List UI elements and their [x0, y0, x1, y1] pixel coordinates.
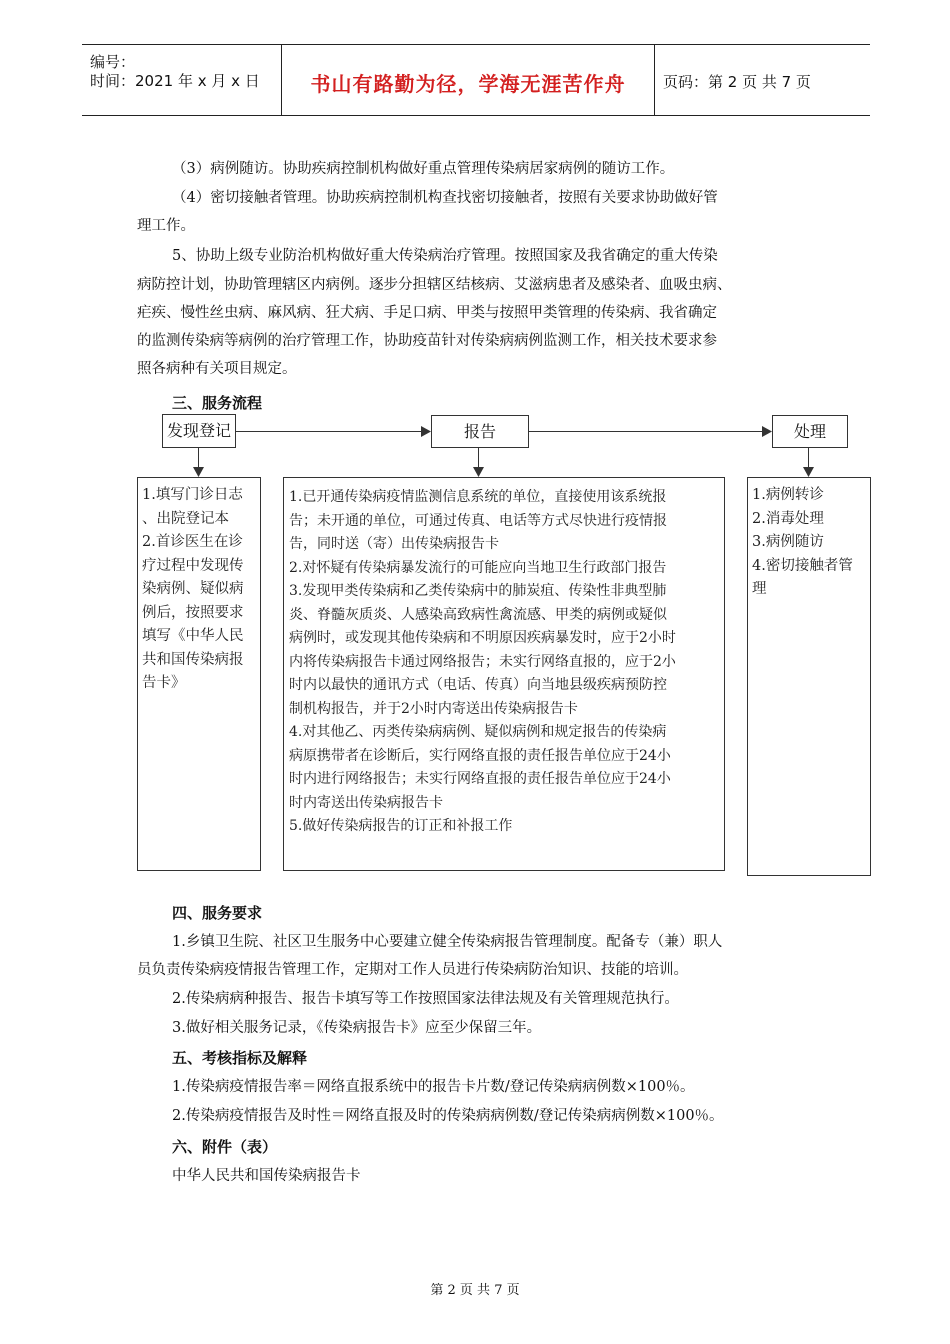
flow-col1-line: 填写《中华人民 [142, 628, 244, 644]
flow-col3-line: 2.消毒处理 [752, 510, 824, 527]
flow-box-register [137, 477, 261, 871]
flow-col1-line: 例后，按照要求 [142, 604, 244, 621]
flow-step-discover-register: 发现登记 [162, 414, 236, 448]
flow-col2-line: 制机构报告，并于2小时内寄送出传染病报告卡 [289, 700, 578, 717]
flow-down-head-1 [193, 467, 204, 477]
flow-col2-line: 病例时，或发现其他传染病和不明原因疾病暴发时，应于2小时 [289, 630, 676, 646]
paragraph-treatment-line2: 病防控计划，协助管理辖区内病例。逐步分担辖区结核病、艾滋病患者及感染者、血吸虫病、 [137, 277, 732, 293]
flow-arrow-head-1 [421, 426, 431, 437]
paragraph-followup: （3）病例随访。协助疾病控制机构做好重点管理传染病居家病例的随访工作。 [172, 161, 675, 177]
number-label: 编号： [90, 53, 136, 71]
paragraph-contacts-line2: 理工作。 [137, 218, 195, 234]
flow-down-line-3 [808, 447, 809, 469]
paragraph-treatment-line4: 的监测传染病等病例的治疗管理工作，协助疫苗针对传染病病例监测工作，相关技术要求参 [137, 333, 717, 349]
flow-arrow-line-2 [528, 431, 764, 432]
flow-col1-line: 2.首诊医生在诊 [142, 534, 243, 550]
flow-col3-line: 4.密切接触者管 [752, 557, 853, 574]
header-right-cell [655, 45, 870, 115]
section4-item3: 3.做好相关服务记录，《传染病报告卡》应至少保留三年。 [172, 1020, 542, 1036]
page-info: 页码：第 2 页 共 7 页 [663, 73, 811, 91]
flow-col2-line: 2.对怀疑有传染病暴发流行的可能应向当地卫生行政部门报告 [289, 559, 667, 576]
flow-box-report [283, 477, 725, 871]
flow-col1-line: 、出院登记本 [142, 510, 229, 527]
flow-box-report-text [289, 486, 676, 839]
flow-down-line-2 [478, 447, 479, 469]
flow-col1-line: 染病例、疑似病 [142, 581, 244, 597]
section5-item1: 1.传染病疫情报告率＝网络直报系统中的报告卡片数/登记传染病病例数×100％。 [172, 1079, 695, 1095]
flow-col3-line: 3.病例随访 [752, 534, 824, 550]
section4-item1-line2: 员负责传染病疫情报告管理工作，定期对工作人员进行传染病防治知识、技能的培训。 [137, 962, 688, 978]
page-footer: 第 2 页 共 7 页 [430, 1283, 520, 1298]
flow-arrow-head-2 [762, 426, 772, 437]
attachment-name: 中华人民共和国传染病报告卡 [172, 1168, 361, 1184]
header-center-cell [281, 45, 655, 115]
flow-col2-line: 炎、脊髓灰质炎、人感染高致病性禽流感、甲类的病例或疑似 [289, 606, 667, 623]
flow-col2-line: 病原携带者在诊断后，实行网络直报的责任报告单位应于24小 [289, 747, 671, 764]
flow-col2-line: 3.发现甲类传染病和乙类传染病中的肺炭疽、传染性非典型肺 [289, 583, 667, 599]
flow-down-head-3 [803, 467, 814, 477]
paragraph-treatment-line1: 5、协助上级专业防治机构做好重大传染病治疗管理。按照国家及我省确定的重大传染 [172, 248, 718, 264]
flow-col2-line: 1.已开通传染病疫情监测信息系统的单位，直接使用该系统报 [289, 489, 667, 505]
flow-col2-line: 时内以最快的通讯方式（电话、传真）向当地县级疾病预防控 [289, 677, 667, 693]
paragraph-contacts-line1: （4）密切接触者管理。协助疾病控制机构查找密切接触者，按照有关要求协助做好管 [172, 190, 718, 206]
section5-item2: 2.传染病疫情报告及时性＝网络直报及时的传染病病例数/登记传染病病例数×100％。 [172, 1108, 724, 1124]
flow-down-head-2 [473, 467, 484, 477]
flow-col1-line: 疗过程中发现传 [142, 557, 244, 574]
header-left-cell [82, 45, 280, 115]
flow-col3-line: 理 [752, 581, 767, 597]
flow-col2-line: 时内寄送出传染病报告卡 [289, 794, 443, 811]
flow-box-handle [747, 477, 871, 876]
flow-box-register-text [142, 484, 244, 696]
flow-col2-line: 时内进行网络报告；未实行网络直报的责任报告单位应于24小 [289, 771, 671, 787]
flow-step-report: 报告 [431, 415, 529, 448]
paragraph-treatment-line5: 照各病种有关项目规定。 [137, 361, 297, 377]
section5-heading: 五、考核指标及解释 [172, 1049, 308, 1067]
section4-heading: 四、服务要求 [172, 904, 263, 922]
flow-step-handle: 处理 [772, 415, 848, 448]
section4-item2: 2.传染病病种报告、报告卡填写等工作按照国家法律法规及有关管理规范执行。 [172, 991, 679, 1007]
time-label: 时间：2021 年 x 月 x 日 [90, 72, 260, 90]
section3-heading: 三、服务流程 [172, 394, 263, 412]
motto-text: 书山有路勤为径，学海无涯苦作舟 [310, 72, 626, 96]
section6-heading: 六、附件（表） [172, 1138, 278, 1156]
flow-arrow-line-1 [235, 431, 423, 432]
flow-col3-line: 1.病例转诊 [752, 487, 824, 503]
document-header [82, 44, 870, 116]
flow-box-handle-text [752, 484, 853, 602]
section4-item1-line1: 1.乡镇卫生院、社区卫生服务中心要建立健全传染病报告管理制度。配备专（兼）职人 [172, 934, 723, 950]
flow-col2-line: 5.做好传染病报告的订正和补报工作 [289, 818, 513, 834]
flow-col2-line: 内将传染病报告卡通过网络报告；未实行网络直报的，应于2小 [289, 653, 676, 670]
flow-down-line-1 [198, 447, 199, 469]
paragraph-treatment-line3: 疟疾、慢性丝虫病、麻风病、狂犬病、手足口病、甲类与按照甲类管理的传染病、我省确定 [137, 305, 717, 321]
flow-col2-line: 4.对其他乙、丙类传染病病例、疑似病例和规定报告的传染病 [289, 724, 667, 740]
flow-col1-line: 共和国传染病报 [142, 651, 244, 668]
flow-col1-line: 告卡》 [142, 675, 186, 691]
flow-col2-line: 告，同时送（寄）出传染病报告卡 [289, 536, 499, 552]
flow-col2-line: 告；未开通的单位，可通过传真、电话等方式尽快进行疫情报 [289, 512, 667, 529]
flow-col1-line: 1.填写门诊日志 [142, 487, 243, 503]
